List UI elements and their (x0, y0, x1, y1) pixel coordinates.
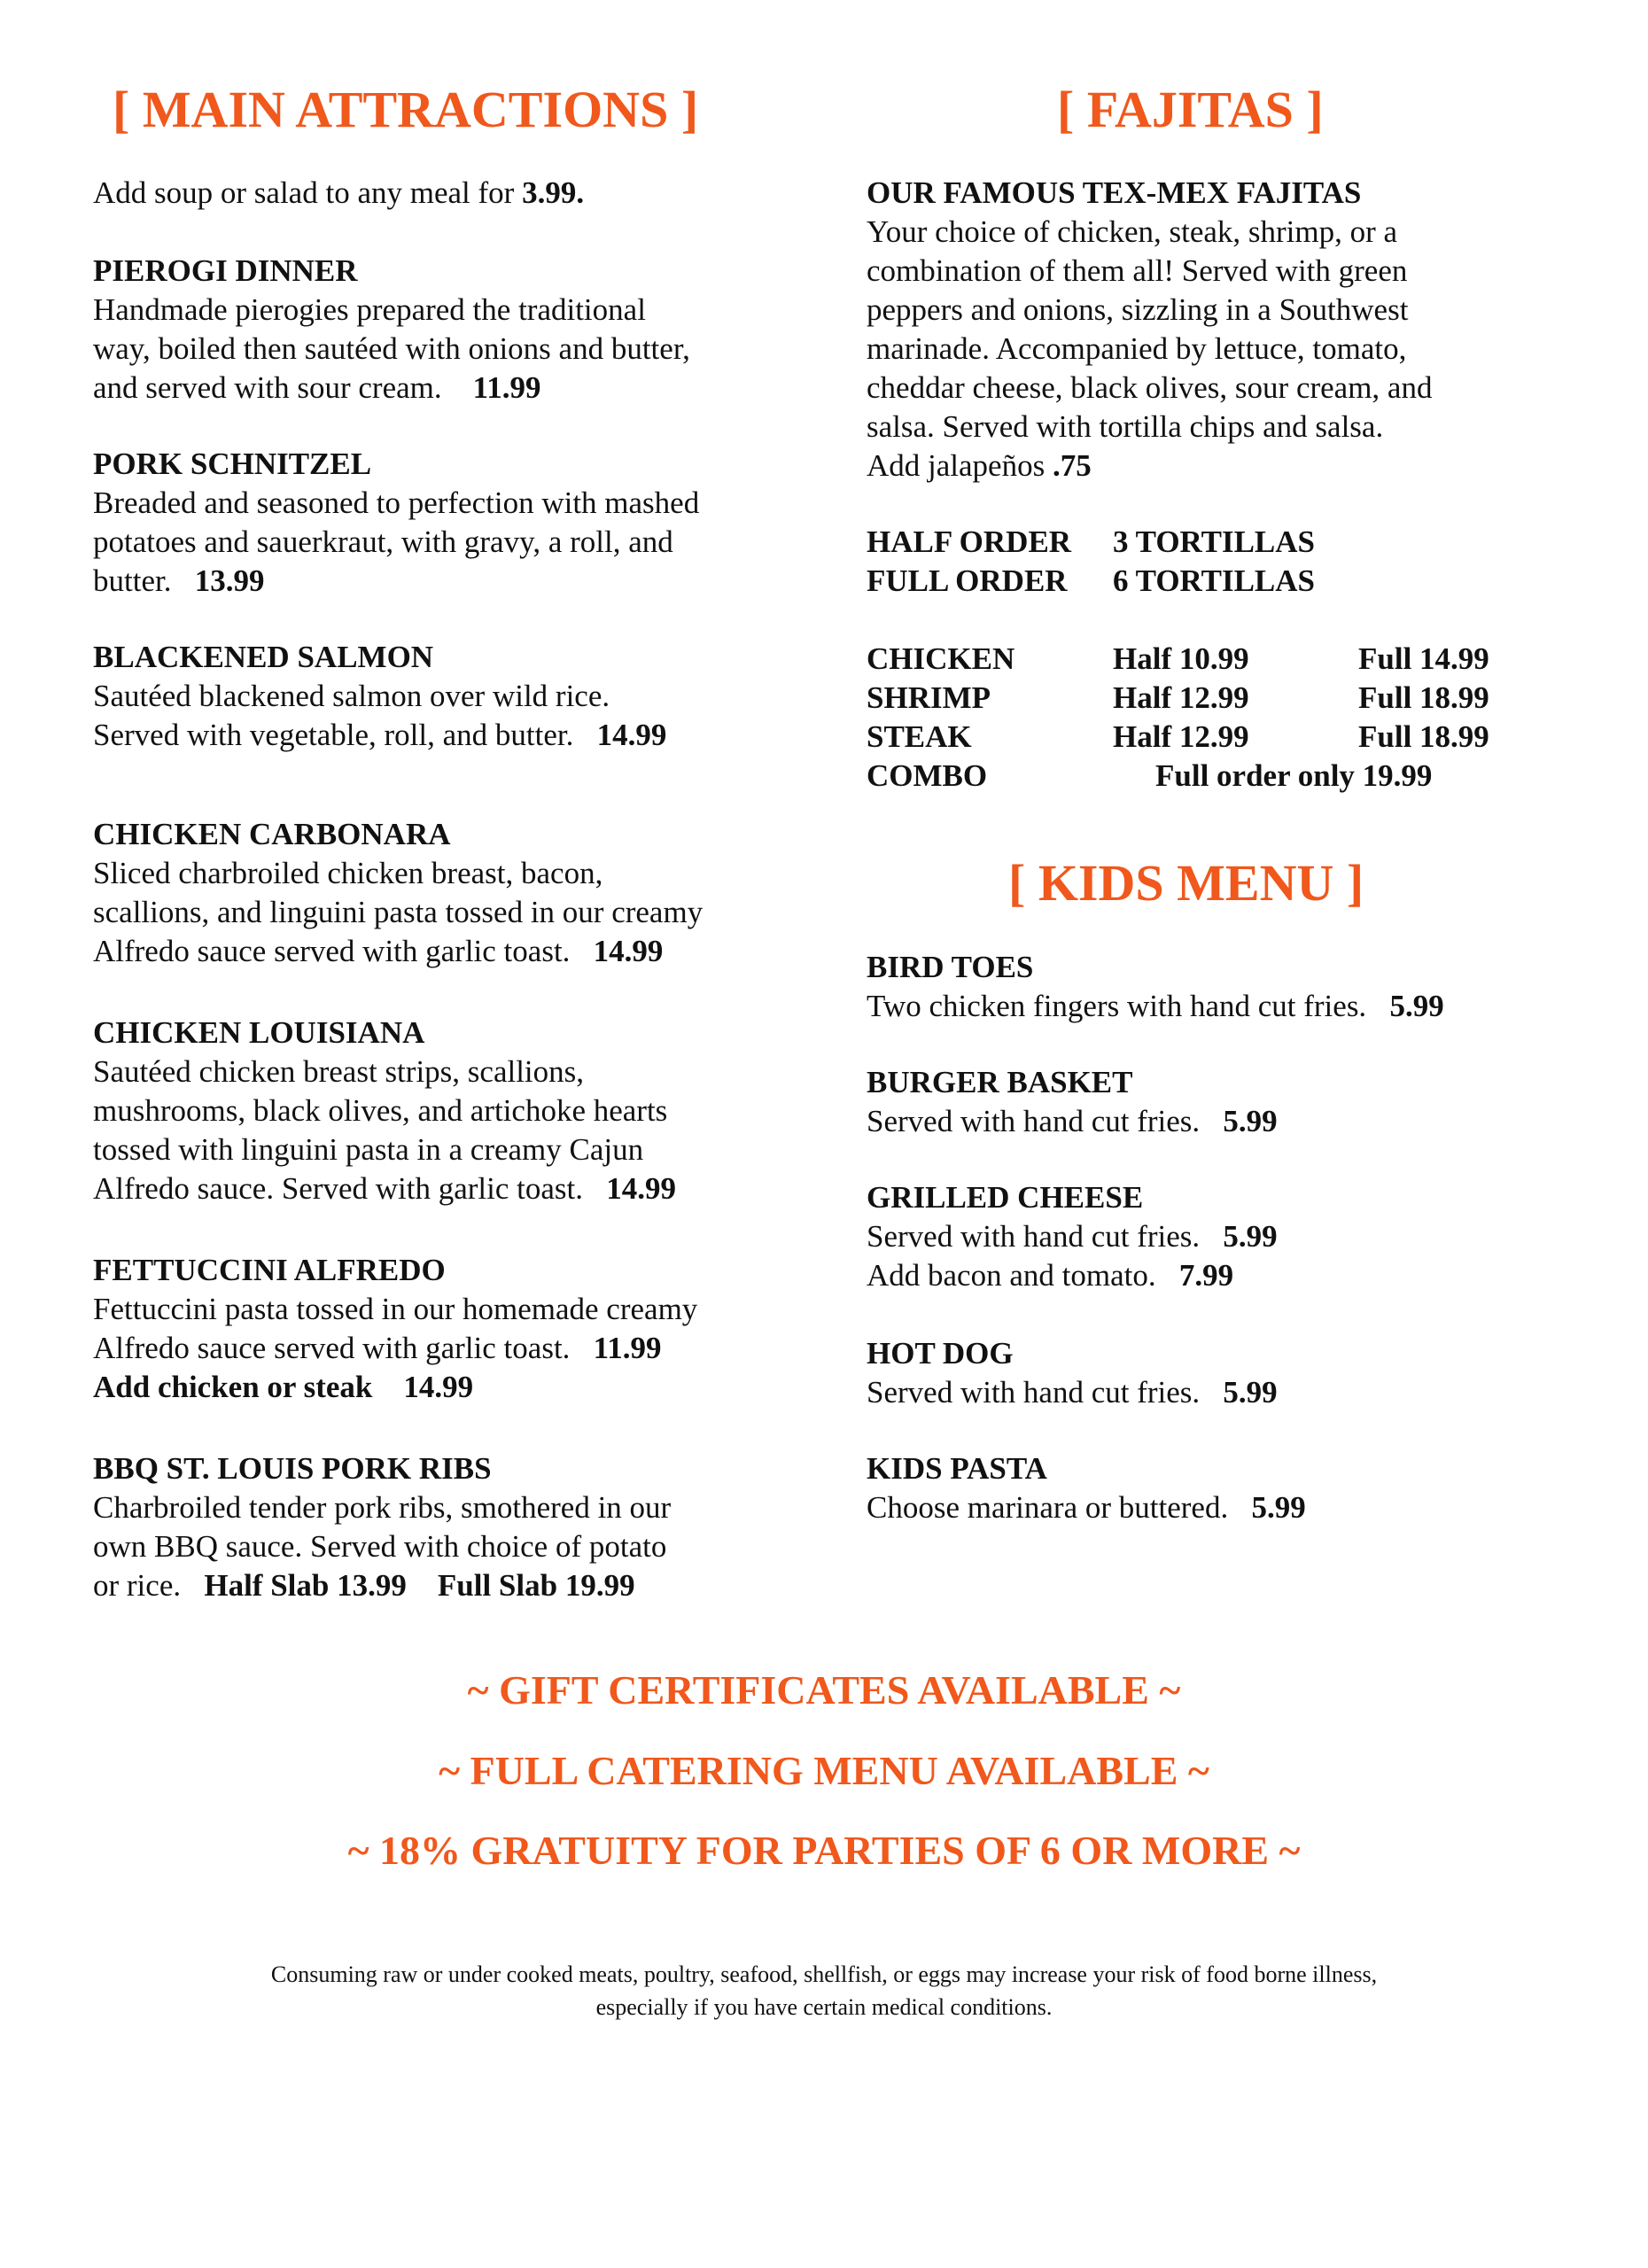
combo-note: Full order only 19.99 (1155, 758, 1433, 793)
gift-certificates-notice: ~ GIFT CERTIFICATES AVAILABLE ~ (467, 1667, 1181, 1713)
fajita-type: CHICKEN (867, 641, 1015, 676)
item-desc-line: Sliced charbroiled chicken breast, bacon, (93, 856, 603, 890)
item-desc-line: Choose marinara or buttered. 5.99 (867, 1490, 1306, 1525)
item-desc-line: Served with hand cut fries. 5.99 (867, 1104, 1278, 1138)
gratuity-notice: ~ 18% GRATUITY FOR PARTIES OF 6 OR MORE ~ (347, 1828, 1301, 1873)
item-desc-line: Sautéed blackened salmon over wild rice. (93, 679, 610, 713)
food-safety-disclaimer: Consuming raw or under cooked meats, poultry, seafood, shellfish, or eggs may increase your risk of food borne illness, especially if you have certain medical conditions. (270, 1961, 1378, 2020)
item-desc-line: Alfredo sauce served with garlic toast. 11.99 (93, 1331, 662, 1365)
item-desc-line: tossed with linguini pasta in a creamy Cajun (93, 1132, 644, 1167)
item-desc-line: Sautéed chicken breast strips, scallions, (93, 1054, 585, 1089)
full-price: Full 14.99 (1358, 641, 1489, 676)
item-desc-line: scallions, and linguini pasta tossed in our creamy (93, 895, 704, 929)
item-desc-line: own BBQ sauce. Served with choice of potato (93, 1529, 667, 1564)
item-desc-line: Two chicken fingers with hand cut fries. 5.99 (867, 989, 1444, 1023)
item-desc-line: Served with hand cut fries. 5.99 (867, 1219, 1278, 1254)
item-price: 5.99 (1223, 1104, 1278, 1138)
fajitas-desc-line: combination of them all! Served with green (867, 253, 1408, 288)
item-price: 13.99 (194, 563, 265, 598)
half-price: Half 12.99 (1113, 719, 1249, 754)
item-desc-line: Handmade pierogies prepared the traditional (93, 292, 646, 327)
item-desc-line: Fettuccini pasta tossed in our homemade creamy (93, 1292, 698, 1326)
size-label: FULL ORDER (867, 563, 1068, 598)
item-price: 5.99 (1389, 989, 1444, 1023)
item-desc-line: Served with vegetable, roll, and butter. 14.99 (93, 718, 667, 752)
item-name: CHICKEN LOUISIANA (93, 1015, 425, 1050)
item-name: PIEROGI DINNER (93, 253, 358, 288)
item-desc-line: mushrooms, black olives, and artichoke hearts (93, 1093, 668, 1128)
item-desc-line: butter. 13.99 (93, 563, 265, 598)
item-price: 11.99 (472, 370, 541, 405)
fajitas-desc-line: salsa. Served with tortilla chips and salsa. (867, 409, 1384, 444)
full-price: Full 18.99 (1358, 719, 1489, 754)
item-desc-line: way, boiled then sautéed with onions and butter, (93, 331, 690, 366)
item-name: BLACKENED SALMON (93, 640, 434, 674)
item-price-full: Full Slab 19.99 (437, 1568, 635, 1603)
fajita-type: SHRIMP (867, 680, 991, 715)
size-label: HALF ORDER (867, 524, 1072, 559)
item-desc-line: Breaded and seasoned to perfection with mashed (93, 485, 700, 520)
full-price: Full 18.99 (1358, 680, 1489, 715)
jalapenos-addon: Add jalapeños .75 (867, 448, 1092, 483)
item-name: FETTUCCINI ALFREDO (93, 1253, 446, 1287)
item-name: HOT DOG (867, 1336, 1014, 1371)
main-attractions-heading: [ MAIN ATTRACTIONS ] (113, 81, 699, 138)
item-desc-line: or rice. Half Slab 13.99 Full Slab 19.99 (93, 1568, 635, 1603)
fajitas-desc-line: Your choice of chicken, steak, shrimp, or a (867, 214, 1398, 249)
catering-notice: ~ FULL CATERING MENU AVAILABLE ~ (439, 1748, 1209, 1793)
item-name: BIRD TOES (867, 950, 1034, 984)
item-name: CHICKEN CARBONARA (93, 817, 451, 851)
item-addon: Add bacon and tomato. 7.99 (867, 1258, 1234, 1293)
soup-salad-note: Add soup or salad to any meal for 3.99. (93, 175, 585, 210)
item-desc-line: Served with hand cut fries. 5.99 (867, 1375, 1278, 1410)
fajita-type: COMBO (867, 758, 988, 793)
size-desc: 3 TORTILLAS (1113, 524, 1315, 559)
item-name: GRILLED CHEESE (867, 1180, 1144, 1215)
item-desc-line: Charbroiled tender pork ribs, smothered in our (93, 1490, 672, 1525)
size-desc: 6 TORTILLAS (1113, 563, 1315, 598)
fajita-type: STEAK (867, 719, 972, 754)
item-price: 14.99 (606, 1171, 677, 1206)
item-price: 5.99 (1223, 1219, 1278, 1254)
fajitas-desc-line: marinade. Accompanied by lettuce, tomato, (867, 331, 1407, 366)
item-addon: Add chicken or steak 14.99 (93, 1370, 474, 1404)
item-desc-line: Alfredo sauce served with garlic toast. 14.99 (93, 934, 664, 968)
item-price: 5.99 (1223, 1375, 1278, 1410)
item-price: 11.99 (593, 1331, 662, 1365)
fajitas-desc-line: cheddar cheese, black olives, sour cream, and (867, 370, 1433, 405)
item-addon-price: 7.99 (1178, 1258, 1234, 1293)
item-addon-price: 14.99 (403, 1370, 474, 1404)
fajitas-desc-line: peppers and onions, sizzling in a Southwest (867, 292, 1409, 327)
fajitas-heading: [ FAJITAS ] (1057, 81, 1324, 138)
item-price: 14.99 (593, 934, 664, 968)
item-desc-line: and served with sour cream. 11.99 (93, 370, 541, 405)
item-name: KIDS PASTA (867, 1451, 1047, 1486)
item-desc-line: Alfredo sauce. Served with garlic toast. 14.99 (93, 1171, 677, 1206)
item-price: 14.99 (596, 718, 667, 752)
item-price-half: Half Slab 13.99 (204, 1568, 407, 1603)
item-name: PORK SCHNITZEL (93, 447, 372, 481)
half-price: Half 10.99 (1113, 641, 1249, 676)
half-price: Half 12.99 (1113, 680, 1249, 715)
item-name: BURGER BASKET (867, 1065, 1133, 1099)
item-desc-line: potatoes and sauerkraut, with gravy, a roll, and (93, 524, 673, 559)
item-price: 5.99 (1251, 1490, 1306, 1525)
item-name: BBQ ST. LOUIS PORK RIBS (93, 1451, 492, 1486)
fajitas-title: OUR FAMOUS TEX-MEX FAJITAS (867, 175, 1362, 210)
kids-menu-heading: [ KIDS MENU ] (1008, 854, 1364, 912)
